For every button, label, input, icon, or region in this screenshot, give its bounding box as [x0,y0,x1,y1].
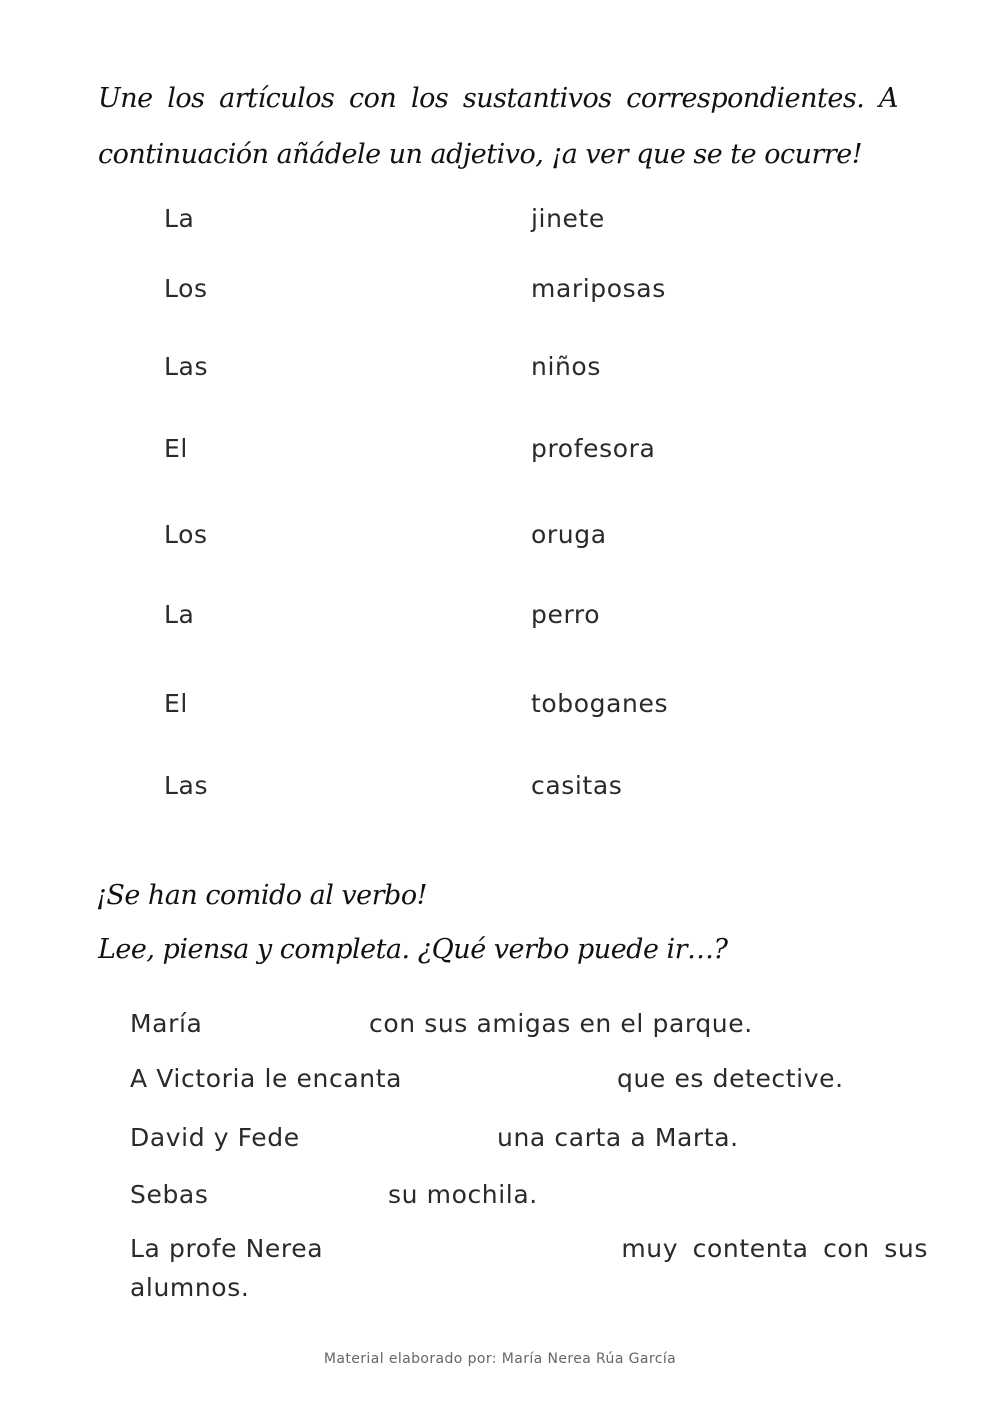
noun-1[interactable]: jinete [531,204,605,233]
instruction-line-1 [98,83,898,114]
article-8[interactable]: Las [164,771,209,800]
article-2[interactable]: Los [164,274,208,303]
article-5[interactable]: Los [164,520,208,549]
instruction-word: A [878,83,898,114]
article-3[interactable]: Las [164,352,209,381]
sentence-3-start: David y Fede [130,1123,300,1152]
noun-3[interactable]: niños [531,352,601,381]
sentence-5-continuation: alumnos. [130,1273,250,1302]
noun-5[interactable]: oruga [531,520,607,549]
article-6[interactable]: La [164,600,195,629]
sentence-4-start: Sebas [130,1180,209,1209]
article-1[interactable]: La [164,204,195,233]
instruction-word: correspondientes. [626,83,865,114]
sentence-5-start: La profe Nerea [130,1234,324,1263]
exercise-2-title: ¡Se han comido al verbo! [96,880,427,911]
sentence-3-end: una carta a Marta. [497,1123,739,1152]
noun-4[interactable]: profesora [531,434,656,463]
article-7[interactable]: El [164,689,188,718]
exercise-2-instruction: Lee, piensa y completa. ¿Qué verbo puede ir…? [98,934,728,965]
sentence-1-end: con sus amigas en el parque. [369,1009,753,1038]
instruction-word: sustantivos [462,83,612,114]
instruction-word: los [410,83,449,114]
sentence-4-end: su mochila. [388,1180,538,1209]
noun-6[interactable]: perro [531,600,601,629]
instruction-word: los [167,83,205,114]
article-4[interactable]: El [164,434,188,463]
instruction-line-2: continuación añádele un adjetivo, ¡a ver que se te ocurre! [98,139,863,170]
instruction-word: artículos [219,83,335,114]
noun-2[interactable]: mariposas [531,274,666,303]
sentence-1-start: María [130,1009,203,1038]
sentence-2-end: que es detective. [617,1064,844,1093]
footer-credit: Material elaborado por: María Nerea Rúa García [323,1351,677,1367]
sentence-5-end: muy contenta con sus [621,1234,928,1263]
noun-7[interactable]: toboganes [531,689,669,718]
sentence-2-start: A Victoria le encanta [130,1064,403,1093]
noun-8[interactable]: casitas [531,771,623,800]
instruction-word: Une [98,83,153,114]
instruction-word: con [349,83,397,114]
